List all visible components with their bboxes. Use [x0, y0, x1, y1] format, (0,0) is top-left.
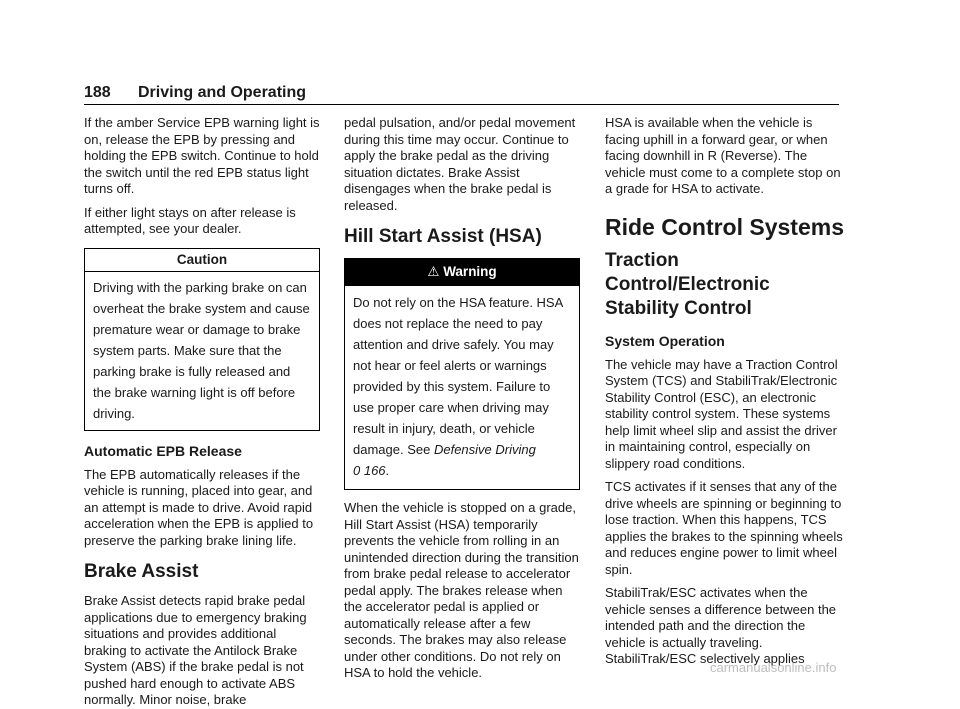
warning-header	[345, 259, 579, 286]
section-title: Driving and Operating	[138, 84, 307, 101]
heading-ride-control-systems: Ride Control Systems	[605, 213, 844, 240]
column-1	[84, 115, 320, 709]
paragraph: If the amber Service EPB warning light is on, release the EPB by pressing and holding the EPB switch. Continue to hold the switch until the red EPB status light turns off.	[84, 115, 320, 196]
paragraph: The vehicle may have a Traction Control System (TCS) and StabiliTrak/Electronic Stability Control (ESC), an electronic stability control system. These systems help limit wheel slip and assist the driver in maintaining control, especially on slippery road conditions.	[605, 356, 838, 471]
warning-text	[345, 286, 579, 489]
paragraph: When the vehicle is stopped on a grade, Hill Start Assist (HSA) temporarily prevents the vehicle from rolling in an unintended direction during the transition from brake pedal release to accelerator pedal apply. The brakes release when the accelerator pedal is applied or automatically release after a few seconds. The brakes may also release under other conditions. Do not rely on HSA to hold the vehicle.	[344, 500, 579, 680]
page-header	[84, 84, 839, 105]
heading-line: Traction Control/Electronic	[605, 249, 770, 295]
heading-line: Stability Control	[605, 297, 752, 319]
column-2	[344, 115, 580, 682]
warning-end: .	[385, 463, 390, 478]
heading-hill-start-assist: Hill Start Assist (HSA)	[344, 226, 542, 247]
warning-box	[344, 258, 580, 490]
caution-text: Driving with the parking brake on can overheat the brake system and cause premature wear or damage to brake system parts. Make sure that the parking brake is fully released and the brake warning light is off before driving.	[93, 279, 310, 421]
paragraph: If either light stays on after release is attempted, see your dealer.	[84, 204, 296, 236]
paragraph: StabiliTrak/ESC activates when the vehicle senses a difference between the intended path and the direction the vehicle is actually traveling. StabiliTrak/ESC selectively applies	[605, 585, 837, 666]
paragraph: pedal pulsation, and/or pedal movement during this time may occur. Continue to apply the brake pedal as the driving situation dictates. Brake Assist disengages when the brake pedal is released.	[344, 115, 576, 213]
subheading-system-operation: System Operation	[605, 332, 725, 349]
page-number: 188	[84, 84, 111, 101]
warning-icon: ⚠	[427, 264, 440, 279]
paragraph: HSA is available when the vehicle is facing uphill in a forward gear, or when facing downhill in R (Reverse). The vehicle must come to a complete stop on a grade for HSA to activate.	[605, 115, 841, 196]
cross-reference-link[interactable]: Defensive Driving	[433, 442, 536, 457]
warning-body-text: Do not rely on the HSA feature. HSA does not replace the need to pay attention and drive safely. You may not hear or feel alerts or warnings provided by this system. Failure to use proper care when driving may result in injury, death, or vehicle damage. See	[353, 295, 563, 457]
watermark: carmanualsonline.info	[710, 660, 837, 675]
paragraph: Brake Assist detects rapid brake pedal applications due to emergency braking situations and provides additional braking to activate the Antilock Brake System (ABS) if the brake pedal is not pushed hard enough to activate ABS normally. Minor noise, brake	[84, 593, 307, 707]
warning-title: Warning	[443, 264, 497, 279]
subheading-automatic-epb-release: Automatic EPB Release	[84, 442, 242, 459]
page-reference[interactable]: 0 166	[353, 463, 386, 478]
paragraph: The EPB automatically releases if the vehicle is running, placed into gear, and an attempt is made to drive. Avoid rapid acceleration when the EPB is applied to preserve the parking brake lining life.	[84, 466, 314, 548]
heading-brake-assist: Brake Assist	[84, 561, 199, 582]
caution-title: Caution	[85, 249, 319, 272]
heading-traction-control	[605, 249, 845, 321]
caution-box	[84, 248, 320, 431]
column-3	[605, 115, 845, 668]
paragraph: TCS activates if it senses that any of the drive wheels are spinning or beginning to lose traction. When this happens, TCS applies the brakes to the spinning wheels and reduces engine power to limit wheel spin.	[605, 479, 843, 577]
